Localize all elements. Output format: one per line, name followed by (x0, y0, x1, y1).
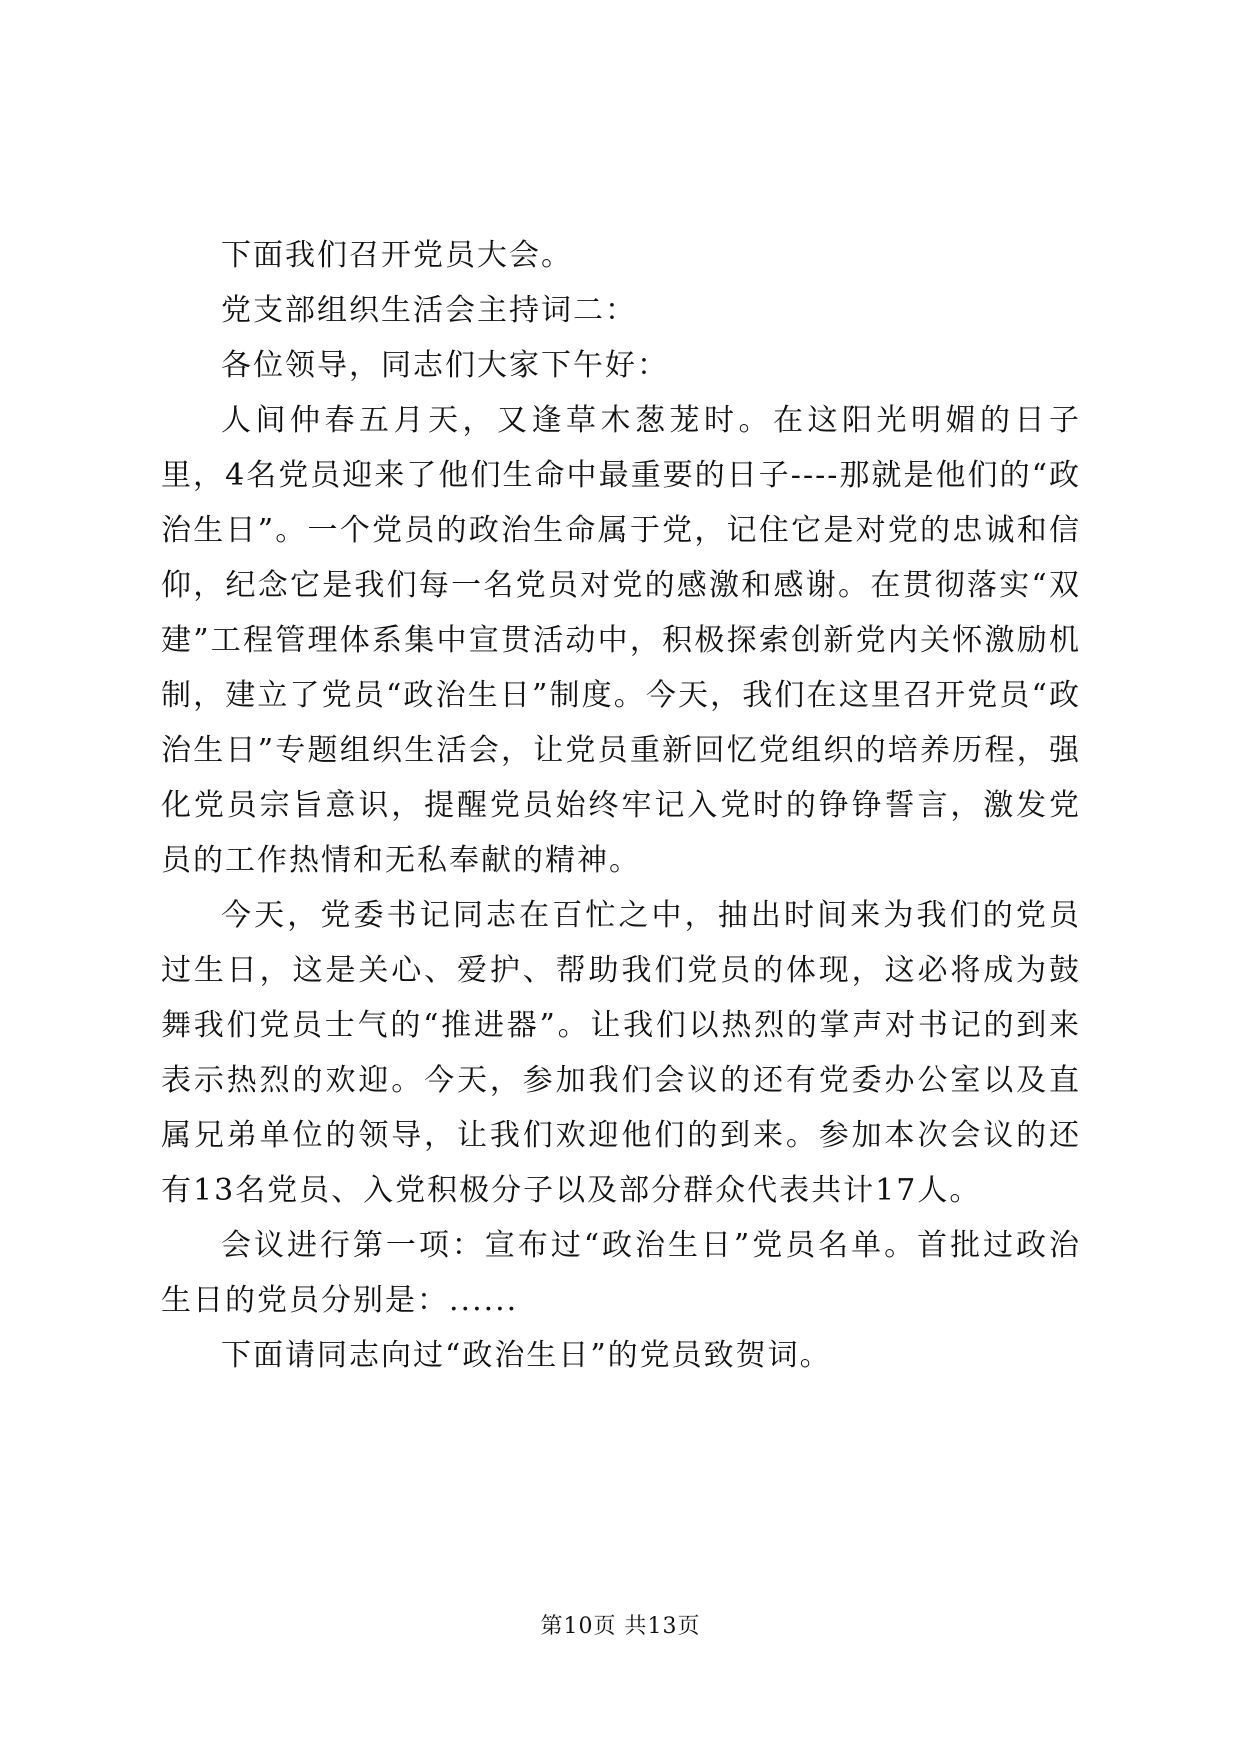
paragraph-agenda-item-one: 会议进行第一项：宣布过“政治生日”党员名单。首批过政治生日的党员分别是：...... (161, 1228, 1081, 1318)
paragraph-greeting: 各位领导，同志们大家下午好： (221, 348, 669, 383)
paragraph-welcome: 今天，党委书记同志在百忙之中，抽出时间来为我们的党员过生日，这是关心、爱护、帮助我们党员的体现，这必将成为鼓舞我们党员士气的“推进器”。让我们以热烈的掌声对书记的到来表示热烈的欢迎。今天，参加我们会议的还有党委办公室以及直属兄弟单位的领导，让我们欢迎他们的到来。参加本次会议的还有13名党员、入党积极分子以及部分群众代表共计17人。 (161, 898, 1081, 1208)
paragraph-congratulations: 下面请同志向过“政治生日”的党员致贺词。 (221, 1338, 832, 1373)
paragraph-introduction: 人间仲春五月天，又逢草木葱茏时。在这阳光明媚的日子里，4名党员迎来了他们生命中最重要的日子----那就是他们的“政治生日”。一个党员的政治生命属于党，记住它是对党的忠诚和信仰，纪念它是我们每一名党员对党的感激和感谢。在贯彻落实“双建”工程管理体系集中宣贯活动中，积极探索创新党内关怀激励机制，建立了党员“政治生日”制度。今天，我们在这里召开党员“政治生日”专题组织生活会，让党员重新回忆党组织的培养历程，强化党员宗旨意识，提醒党员始终牢记入党时的铮铮誓言，激发党员的工作热情和无私奉献的精神。 (161, 403, 1081, 878)
page-number-footer: 第10页 共13页 (540, 1614, 701, 1639)
paragraph-section-heading: 党支部组织生活会主持词二： (221, 293, 637, 328)
paragraph-opening-meeting: 下面我们召开党员大会。 (221, 238, 573, 273)
document-body (161, 228, 1081, 1383)
